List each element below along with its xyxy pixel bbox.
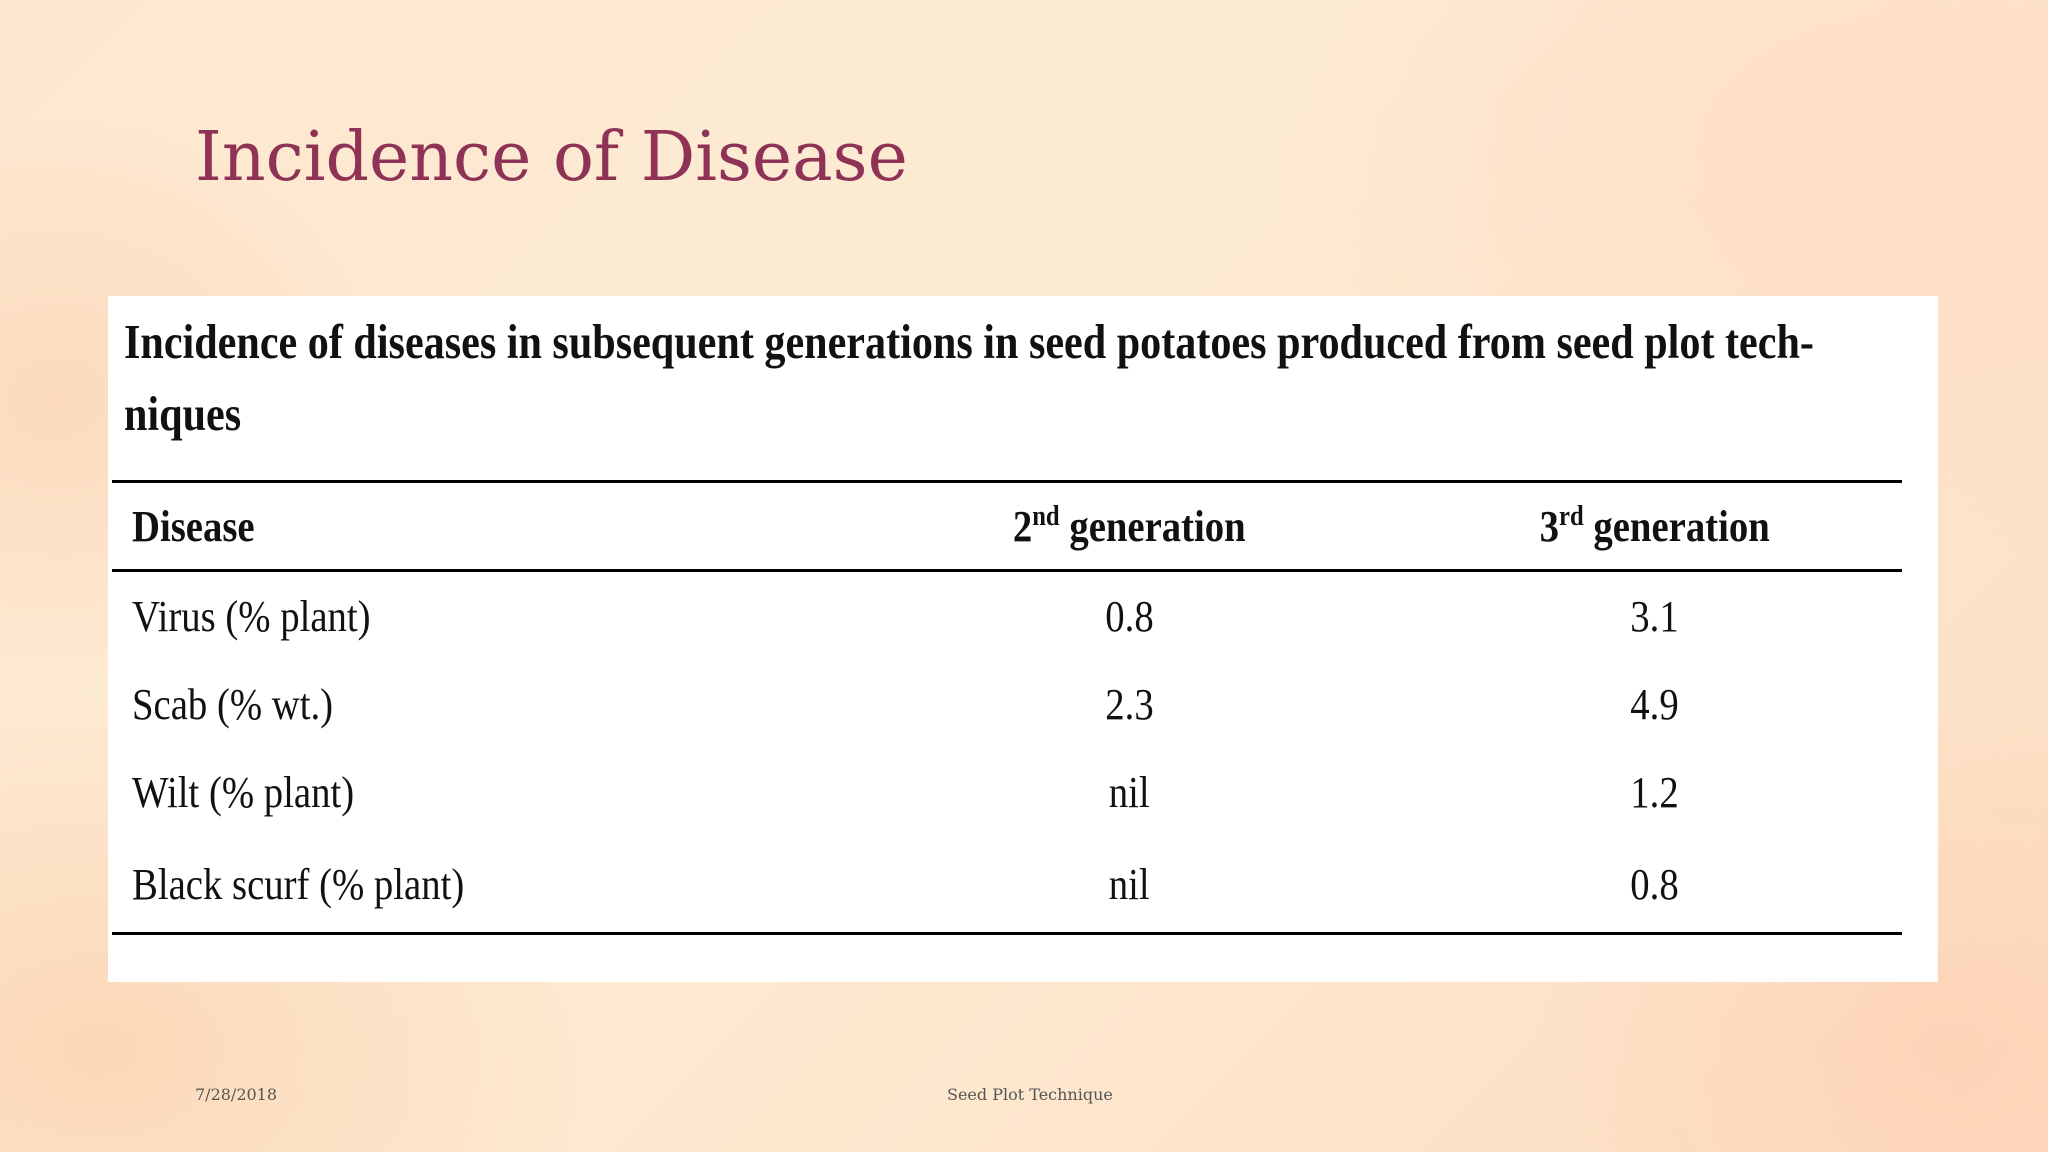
footer-title: Seed Plot Technique bbox=[947, 1085, 1113, 1104]
cell-3rd-generation: 3.1 bbox=[1630, 591, 1679, 641]
table-row bbox=[112, 748, 1902, 836]
cell-disease: Wilt (% plant) bbox=[132, 767, 355, 817]
cell-2nd-generation: nil bbox=[1109, 859, 1151, 909]
cell-3rd-generation: 1.2 bbox=[1630, 767, 1679, 817]
cell-2nd-generation: nil bbox=[1109, 767, 1151, 817]
cell-3rd-generation: 4.9 bbox=[1630, 679, 1679, 729]
disease-table bbox=[112, 480, 1902, 935]
cell-3rd-generation: 0.8 bbox=[1630, 859, 1679, 909]
table-caption: Incidence of diseases in subsequent generations in seed potatoes produced from seed plot tech-niques bbox=[124, 314, 1814, 441]
cell-disease: Virus (% plant) bbox=[132, 591, 371, 641]
table-image bbox=[108, 296, 1938, 982]
header-3rd-generation: 3rd generation bbox=[1539, 500, 1770, 551]
slide-title: Incidence of Disease bbox=[195, 118, 908, 197]
table-row bbox=[112, 836, 1902, 934]
footer-date: 7/28/2018 bbox=[195, 1085, 278, 1104]
cell-2nd-generation: 0.8 bbox=[1105, 591, 1154, 641]
table-row bbox=[112, 660, 1902, 748]
table-header-row bbox=[112, 482, 1902, 571]
cell-disease: Scab (% wt.) bbox=[132, 679, 334, 729]
cell-2nd-generation: 2.3 bbox=[1105, 679, 1154, 729]
table-row bbox=[112, 571, 1902, 661]
header-disease: Disease bbox=[132, 501, 255, 551]
cell-disease: Black scurf (% plant) bbox=[132, 859, 465, 909]
header-2nd-generation: 2nd generation bbox=[1013, 500, 1247, 551]
